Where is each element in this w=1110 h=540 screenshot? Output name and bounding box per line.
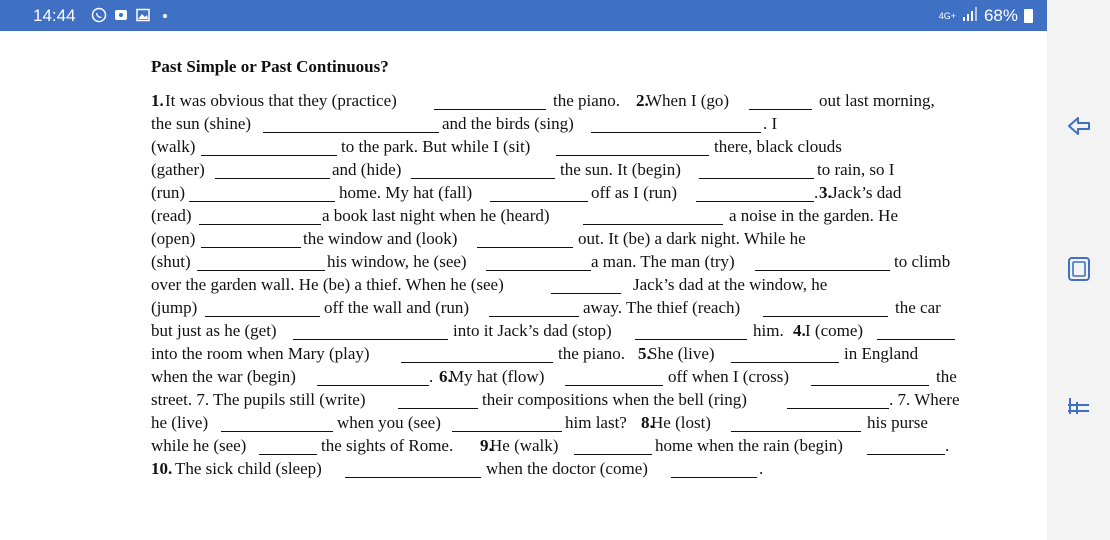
text: the sun. It (begin)	[560, 160, 681, 179]
text: .	[759, 459, 764, 478]
answer-blank[interactable]	[699, 177, 814, 179]
answer-blank[interactable]	[867, 453, 945, 455]
answer-blank[interactable]	[199, 223, 321, 225]
answer-blank[interactable]	[259, 453, 317, 455]
text: when the doctor (come)	[486, 459, 648, 478]
text: Jack’s dad	[831, 183, 902, 202]
signal-icon	[962, 6, 978, 26]
right-toolbar	[1047, 0, 1110, 540]
text: their compositions when the bell (ring)	[482, 390, 747, 409]
answer-blank[interactable]	[763, 315, 888, 317]
answer-blank[interactable]	[490, 200, 588, 202]
text: into the room when Mary (play)	[151, 344, 370, 363]
text: (open)	[151, 229, 196, 248]
status-icons	[91, 7, 173, 23]
text: He (lost)	[651, 413, 711, 432]
text: (walk)	[151, 137, 196, 156]
text: a book last night when he (heard)	[322, 206, 550, 225]
text: a man. The man (try)	[591, 252, 735, 271]
text: . I	[763, 114, 778, 133]
text: home. My hat (fall)	[339, 183, 473, 202]
text: off the wall and (run)	[324, 298, 470, 317]
page-title: Past Simple or Past Continuous?	[151, 57, 389, 76]
number-6: 6.	[439, 367, 452, 386]
answer-blank[interactable]	[205, 315, 320, 317]
battery-label: 68%	[983, 6, 1018, 25]
text: there, black clouds	[714, 137, 842, 156]
answer-blank[interactable]	[201, 154, 337, 156]
answer-blank[interactable]	[489, 315, 579, 317]
number-2: 2.	[636, 91, 649, 110]
answer-blank[interactable]	[293, 338, 448, 340]
text: but just as he (get)	[151, 321, 277, 340]
number-3: 3.	[819, 183, 832, 202]
number-5: 5.	[638, 344, 651, 363]
status-right	[939, 6, 1033, 26]
whatsapp-icon	[91, 7, 107, 23]
text: his purse	[867, 413, 928, 432]
document-page	[0, 31, 1047, 540]
text: him.	[753, 321, 784, 340]
text: street. 7. The pupils still (write)	[151, 390, 366, 409]
text: he (live)	[151, 413, 209, 432]
text: (read)	[151, 206, 192, 225]
text: Jack’s dad at the window, he	[633, 275, 828, 294]
answer-blank[interactable]	[731, 361, 839, 363]
text: and the birds (sing)	[442, 114, 574, 133]
text: .	[814, 183, 819, 202]
text-size-icon[interactable]	[1065, 392, 1093, 420]
answer-blank[interactable]	[189, 200, 335, 202]
answer-blank[interactable]	[551, 292, 621, 294]
text: It was obvious that they (practice)	[165, 91, 397, 110]
text: (jump)	[151, 298, 198, 317]
battery-icon	[1024, 9, 1033, 23]
answer-blank[interactable]	[411, 177, 555, 179]
text: his window, he (see)	[327, 252, 467, 271]
answer-blank[interactable]	[434, 108, 546, 110]
answer-blank[interactable]	[574, 453, 652, 455]
text: off as I (run)	[591, 183, 678, 202]
text: while he (see)	[151, 436, 247, 455]
fit-page-icon[interactable]	[1065, 255, 1093, 283]
answer-blank[interactable]	[731, 430, 861, 432]
answer-blank[interactable]	[787, 407, 889, 409]
answer-blank[interactable]	[556, 154, 709, 156]
network-label: 4G+	[938, 10, 956, 21]
text: the piano.	[553, 91, 621, 110]
text: .	[429, 367, 434, 386]
text: out last morning,	[819, 91, 935, 110]
number-10: 10.	[151, 459, 173, 478]
text: when you (see)	[337, 413, 441, 432]
answer-blank[interactable]	[345, 476, 481, 478]
square-app-icon	[113, 7, 129, 23]
answer-blank[interactable]	[696, 200, 814, 202]
status-time: 14:44	[33, 6, 76, 25]
text: (run)	[151, 183, 185, 202]
number-4: 4.	[793, 321, 806, 340]
text: when the war (begin)	[151, 367, 296, 386]
answer-blank[interactable]	[263, 131, 439, 133]
dot-icon	[157, 7, 173, 23]
text: over the garden wall. He (be) a thief. When he (see)	[151, 275, 504, 294]
answer-blank[interactable]	[671, 476, 757, 478]
gallery-icon	[135, 7, 151, 23]
text: to rain, so I	[817, 160, 895, 179]
text: in England	[844, 344, 919, 363]
text: out. It (be) a dark night. While he	[578, 229, 806, 248]
answer-blank[interactable]	[201, 246, 301, 248]
text: . 7. Where	[889, 390, 960, 409]
answer-blank[interactable]	[398, 407, 478, 409]
back-arrow-icon[interactable]	[1065, 112, 1093, 140]
answer-blank[interactable]	[591, 131, 761, 133]
text: to the park. But while I (sit)	[341, 137, 531, 156]
text: away. The thief (reach)	[583, 298, 741, 317]
text: She (live)	[648, 344, 715, 363]
text: My hat (flow)	[449, 367, 545, 386]
number-9: 9.	[480, 436, 493, 455]
text: (gather)	[151, 160, 205, 179]
answer-blank[interactable]	[755, 269, 890, 271]
status-bar	[0, 0, 1047, 31]
answer-blank[interactable]	[221, 430, 333, 432]
text: (shut)	[151, 252, 191, 271]
text: and (hide)	[332, 160, 402, 179]
text: the piano.	[558, 344, 626, 363]
text: a noise in the garden. He	[729, 206, 898, 225]
answer-blank[interactable]	[452, 430, 562, 432]
text: into it Jack’s dad (stop)	[453, 321, 612, 340]
text: the	[936, 367, 957, 386]
text: I (come)	[805, 321, 864, 340]
text: the sights of Rome.	[321, 436, 454, 455]
answer-blank[interactable]	[877, 338, 955, 340]
text: .	[945, 436, 950, 455]
answer-blank[interactable]	[401, 361, 553, 363]
answer-blank[interactable]	[635, 338, 747, 340]
text: the sun (shine)	[151, 114, 252, 133]
text: the car	[895, 298, 941, 317]
answer-blank[interactable]	[811, 384, 929, 386]
text: to climb	[894, 252, 951, 271]
answer-blank[interactable]	[215, 177, 330, 179]
text: the window and (look)	[303, 229, 458, 248]
answer-blank[interactable]	[583, 223, 723, 225]
answer-blank[interactable]	[749, 108, 812, 110]
answer-blank[interactable]	[565, 384, 663, 386]
text: When I (go)	[646, 91, 730, 110]
answer-blank[interactable]	[317, 384, 429, 386]
text: him last?	[565, 413, 627, 432]
answer-blank[interactable]	[197, 269, 325, 271]
text: He (walk)	[490, 436, 559, 455]
answer-blank[interactable]	[477, 246, 573, 248]
number-1: 1.	[151, 91, 164, 110]
answer-blank[interactable]	[486, 269, 591, 271]
text: home when the rain (begin)	[655, 436, 843, 455]
text: The sick child (sleep)	[175, 459, 322, 478]
number-8: 8.	[641, 413, 654, 432]
text: off when I (cross)	[668, 367, 790, 386]
